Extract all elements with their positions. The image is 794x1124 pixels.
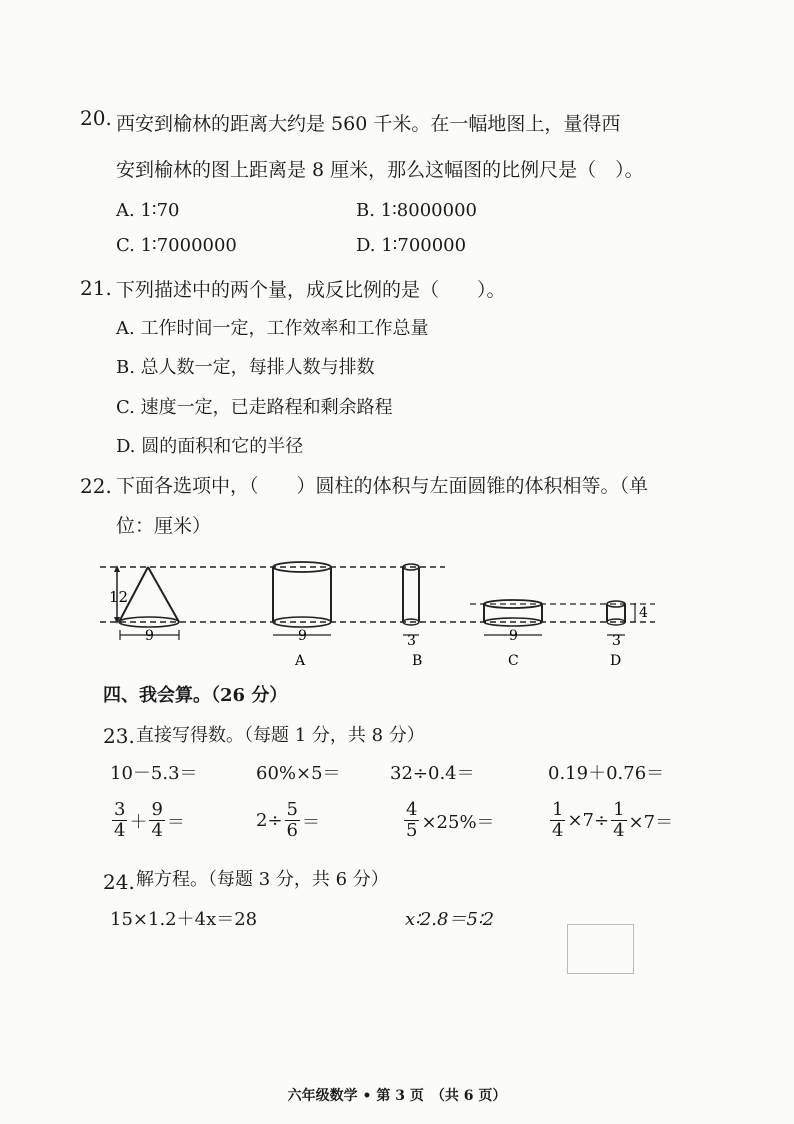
calc-3: 32÷0.4＝ (390, 763, 475, 784)
equation-1: 15×1.2＋4x＝28 (110, 909, 258, 930)
q24-stem: 解方程。（每题 3 分，共 6 分） (136, 869, 389, 890)
calc-5: $\frac{3}{4}$ ＋ $\frac{9}{4}$ ＝ (114, 799, 185, 841)
cylinder-a (273, 562, 331, 635)
cylinder-c-diameter: 9 (509, 628, 518, 644)
q22-figure (95, 550, 665, 675)
q21-number: 21. (80, 276, 112, 300)
cone-diameter-label: 9 (145, 628, 154, 644)
faint-box (567, 924, 634, 974)
q20-option-a: A. 1∶70 (116, 200, 180, 221)
calc-4: 0.19＋0.76＝ (548, 763, 665, 784)
cylinder-d (607, 601, 635, 635)
fraction: $\frac{5}{6}$ (286, 799, 298, 841)
equation-2: x∶2.8＝5∶2 (405, 909, 495, 930)
fraction: $\frac{9}{4}$ (151, 799, 163, 841)
cylinder-d-label: D (610, 653, 622, 669)
cylinder-a-diameter: 9 (298, 628, 307, 644)
fraction: $\frac{1}{4}$ (613, 799, 625, 841)
q20-number: 20. (80, 106, 112, 130)
fraction: $\frac{1}{4}$ (552, 799, 564, 841)
section-4-title: 四、我会算。（26 分） (103, 685, 288, 706)
q21-option-b: B. 总人数一定，每排人数与排数 (116, 357, 375, 378)
q23-stem: 直接写得数。（每题 1 分，共 8 分） (136, 725, 425, 746)
q20-option-c: C. 1∶7000000 (116, 235, 237, 256)
q20-line2: 安到榆林的图上距离是 8 厘米，那么这幅图的比例尺是（ ）。 (116, 159, 644, 181)
q21-option-d: D. 圆的面积和它的半径 (116, 436, 304, 457)
cylinder-b-label: B (412, 653, 423, 669)
q20-line1: 西安到榆林的距离大约是 560 千米。在一幅地图上，量得西 (116, 113, 621, 135)
q23-number: 23. (103, 724, 135, 748)
q21-option-c: C. 速度一定，已走路程和剩余路程 (116, 397, 393, 418)
calc-7: $\frac{4}{5}$ ×25%＝ (406, 799, 495, 841)
q21-stem: 下列描述中的两个量，成反比例的是（ ）。 (116, 279, 506, 301)
calc-2: 60%×5＝ (256, 763, 341, 784)
fraction: $\frac{4}{5}$ (406, 799, 418, 841)
q24-number: 24. (103, 870, 135, 894)
cylinder-a-label: A (295, 653, 306, 669)
cylinder-d-diameter: 3 (612, 633, 621, 649)
q22-line1: 下面各选项中，（ ）圆柱的体积与左面圆锥的体积相等。（单 (116, 475, 649, 497)
cylinder-b (403, 564, 419, 635)
q22-number: 22. (80, 474, 112, 498)
cylinder-b-diameter: 3 (407, 633, 416, 649)
q21-option-a: A. 工作时间一定，工作效率和工作总量 (116, 318, 429, 339)
page-footer: 六年级数学 • 第 3 页 （共 6 页） (287, 1088, 507, 1104)
calc-8: $\frac{1}{4}$ ×7÷ $\frac{1}{4}$ ×7＝ (552, 799, 674, 841)
fraction: $\frac{3}{4}$ (114, 799, 126, 841)
q22-line2: 位：厘米） (116, 515, 212, 537)
q20-option-d: D. 1∶700000 (356, 235, 467, 256)
calc-1: 10－5.3＝ (110, 763, 198, 784)
cylinder-c-label: C (508, 653, 519, 669)
calc-6: 2÷ $\frac{5}{6}$ ＝ (256, 799, 320, 841)
cylinder-d-height: 4 (639, 605, 648, 621)
cone-height-label: 12 (109, 588, 129, 606)
q20-option-b: B. 1∶8000000 (356, 200, 477, 221)
